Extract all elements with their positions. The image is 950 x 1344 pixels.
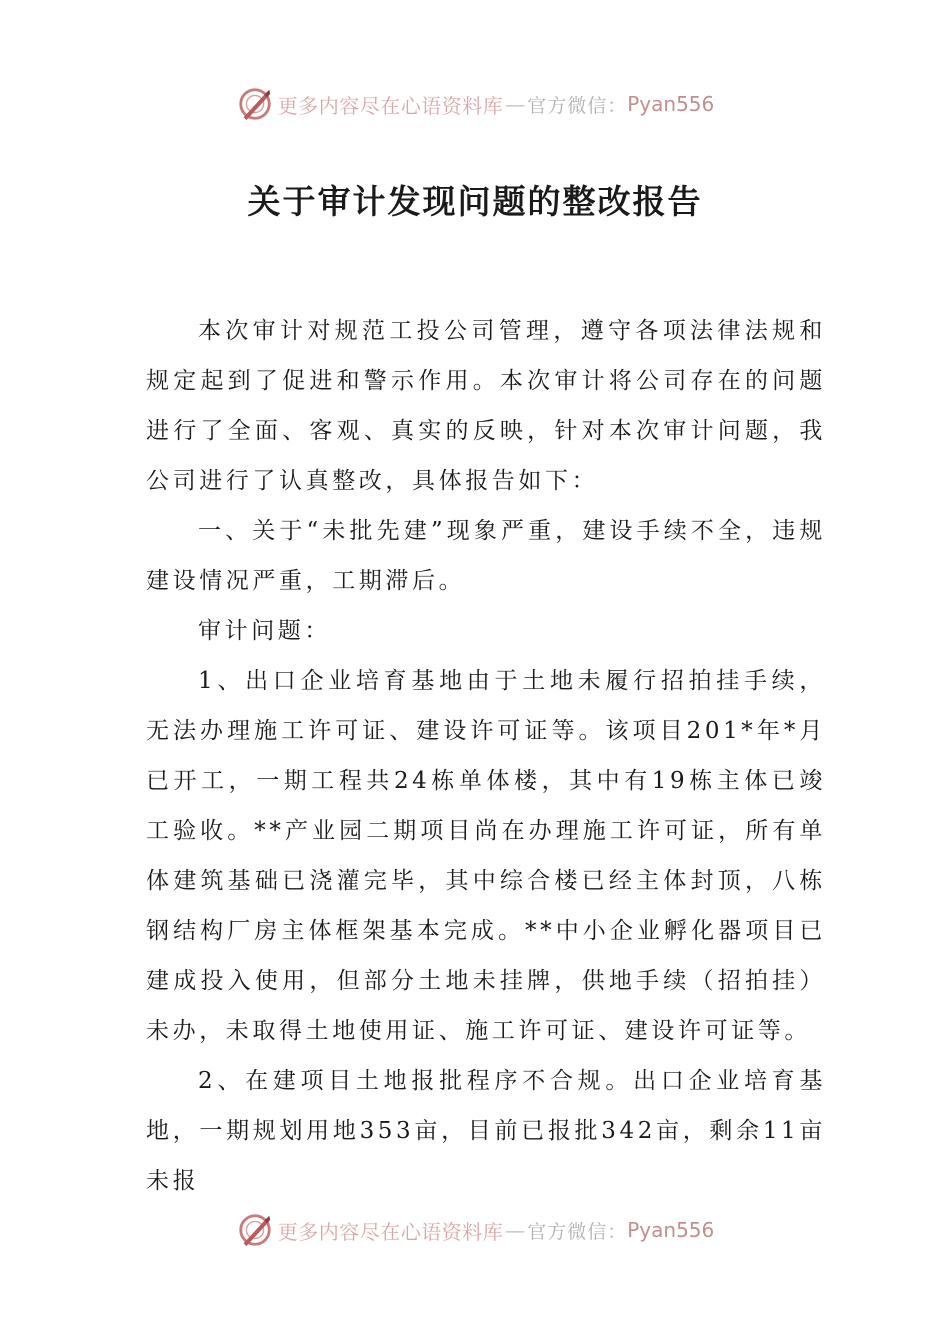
banner-official-label: 官方微信：: [527, 1220, 628, 1243]
banner-dash: —: [505, 1218, 526, 1242]
paragraph-intro: 本次审计对规范工投公司管理，遵守各项法律法规和规定起到了促进和警示作用。本次审计将公司存在的问题进行了全面、客观、真实的反映，针对本次审计问题，我公司进行了认真整改，具体报告如下：: [146, 318, 826, 494]
pen-logo-icon: [236, 1211, 274, 1249]
banner-dash: —: [505, 92, 526, 116]
document-body: [146, 306, 826, 1206]
banner-wechat-id: Pyan556: [627, 1218, 715, 1242]
header-watermark-banner: [0, 84, 950, 124]
paragraph-issue-2: 2、在建项目土地报批程序不合规。出口企业培育基地，一期规划用地353亩，目前已报批342亩，剩余11亩未报: [146, 1068, 826, 1194]
paragraph-audit-issues-label: 审计问题：: [198, 618, 331, 644]
paragraph-section-one-heading: 一、关于“未批先建”现象严重，建设手续不全，违规建设情况严重，工期滞后。: [146, 518, 826, 594]
paragraph-issue-1: 1、出口企业培育基地由于土地未履行招拍挂手续，无法办理施工许可证、建设许可证等。该项目201*年*月已开工，一期工程共24栋单体楼，其中有19栋主体已竣工验收。**产业园二期项目尚在办理施工许可证，所有单体建筑基础已浇灌完毕，其中综合楼已经主体封顶，八栋钢结构厂房主体框架基本完成。**中小企业孵化器项目已建成投入使用，但部分土地未挂牌，供地手续（招拍挂）未办，未取得土地使用证、施工许可证、建设许可证等。: [146, 668, 826, 1044]
footer-watermark-banner: [0, 1210, 950, 1250]
banner-official-label: 官方微信：: [527, 94, 628, 117]
banner-text: 更多内容尽在心语资料库: [277, 93, 504, 118]
document-title: 关于审计发现问题的整改报告: [247, 182, 703, 221]
banner-text: 更多内容尽在心语资料库: [277, 1219, 504, 1244]
pen-logo-icon: [236, 85, 274, 123]
banner-wechat-id: Pyan556: [627, 92, 715, 116]
